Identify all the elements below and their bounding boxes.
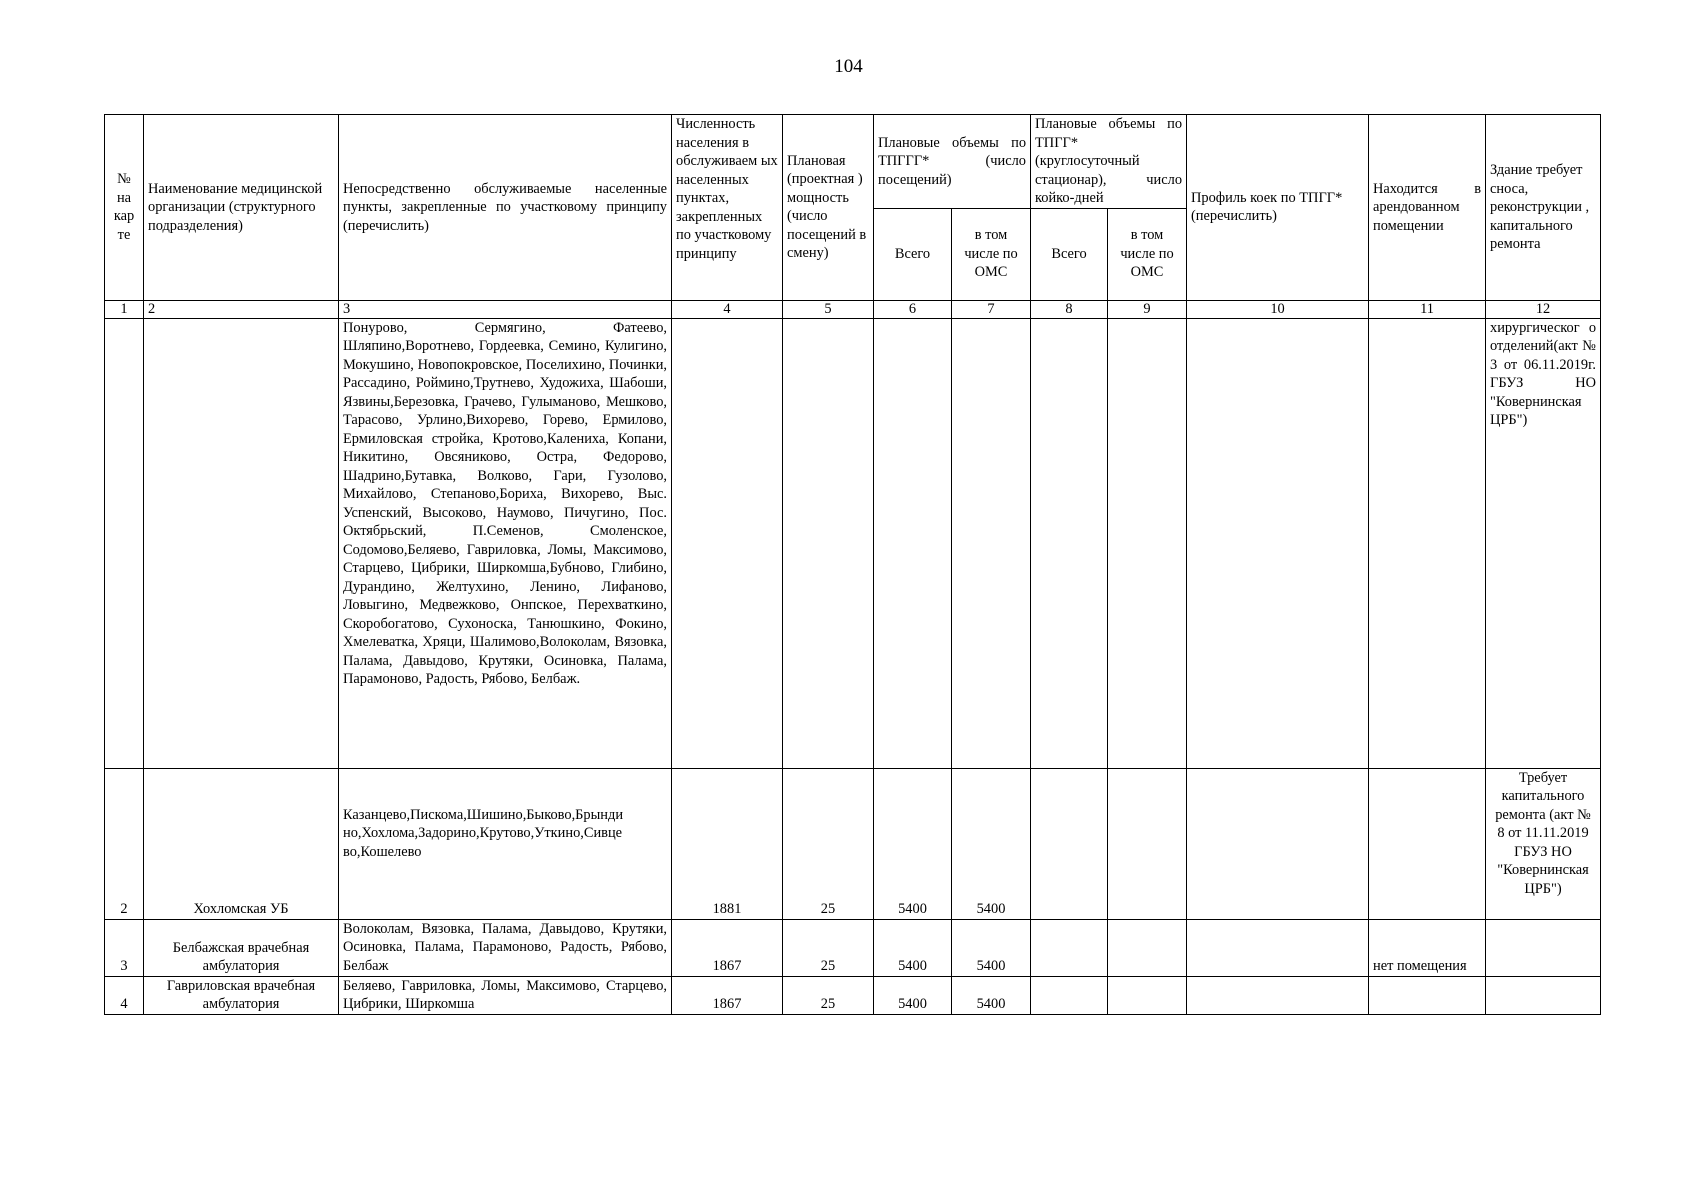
header-capacity: Плановая (проектная ) мощность (число посещений в смену): [783, 115, 874, 301]
visits-total-value: [874, 318, 952, 768]
column-number: 5: [783, 300, 874, 318]
bed-profile-value: [1187, 768, 1369, 919]
beds-total-value: [1031, 318, 1108, 768]
capacity-value: 25: [783, 919, 874, 976]
header-building-condition: Здание требует сноса, реконструкции , капитального ремонта: [1486, 115, 1601, 301]
column-number: 3: [339, 300, 672, 318]
beds-total-value: [1031, 768, 1108, 919]
column-number: 7: [952, 300, 1031, 318]
settlements-list: Беляево, Гавриловка, Ломы, Максимово, Старцево, Цибрики, Ширкомша: [339, 976, 672, 1014]
visits-total-value: 5400: [874, 976, 952, 1014]
table-row: [105, 768, 1601, 919]
rented-value: нет помещения: [1369, 919, 1486, 976]
population-value: 1867: [672, 919, 783, 976]
row-number: 2: [105, 768, 144, 919]
header-group-visits: Плановые объемы по ТПГГГ* (число посещений): [874, 115, 1031, 209]
capacity-value: 25: [783, 768, 874, 919]
row-number: [105, 318, 144, 768]
header-settlements: Непосредственно обслуживаемые населенные пункты, закрепленные по участковому принципу (перечислить): [339, 115, 672, 301]
table-row: [105, 318, 1601, 768]
visits-total-value: 5400: [874, 919, 952, 976]
column-number: 8: [1031, 300, 1108, 318]
visits-oms-value: 5400: [952, 768, 1031, 919]
header-bed-profile: Профиль коек по ТПГГ* (перечислить): [1187, 115, 1369, 301]
beds-oms-value: [1108, 318, 1187, 768]
population-value: [672, 318, 783, 768]
column-number: 9: [1108, 300, 1187, 318]
building-condition-value: [1486, 919, 1601, 976]
organization-name: Хохломская УБ: [144, 768, 339, 919]
column-number: 4: [672, 300, 783, 318]
header-group-stationary: Плановые объемы по ТПГГ* (круглосуточный стационар), число койко-дней: [1031, 115, 1187, 209]
page-number: 104: [834, 56, 863, 77]
header-beds-oms: в том числе по ОМС: [1108, 208, 1187, 300]
visits-oms-value: [952, 318, 1031, 768]
column-number: 11: [1369, 300, 1486, 318]
table-row: [105, 919, 1601, 976]
medical-organizations-table: [104, 114, 1601, 1015]
row-number: 3: [105, 919, 144, 976]
building-condition-value: [1486, 976, 1601, 1014]
beds-total-value: [1031, 919, 1108, 976]
capacity-value: 25: [783, 976, 874, 1014]
column-number-row: [105, 300, 1601, 318]
settlements-list: [339, 768, 672, 919]
row-number: 4: [105, 976, 144, 1014]
settlements-list: Волоколам, Вязовка, Палама, Давыдово, Крутяки, Осиновка, Палама, Парамоново, Радость, Рябово, Белбаж: [339, 919, 672, 976]
beds-total-value: [1031, 976, 1108, 1014]
table-row: [105, 976, 1601, 1014]
building-condition-value: Требует капитального ремонта (акт № 8 от 11.11.2019 ГБУЗ НО "Ковернинская ЦРБ"): [1486, 768, 1601, 919]
bed-profile-value: [1187, 318, 1369, 768]
beds-oms-value: [1108, 919, 1187, 976]
settlements-text: Казанцево,Пискома,Шишино,Быково,Брынди но,Хохлома,Задорино,Крутово,Уткино,Сивце во,Кошелево: [343, 806, 624, 860]
header-organization-name: Наименование медицинской организации (структурного подразделения): [144, 115, 339, 301]
visits-oms-value: 5400: [952, 976, 1031, 1014]
visits-oms-value: 5400: [952, 919, 1031, 976]
header-row-1: [105, 115, 1601, 209]
organization-name: [144, 318, 339, 768]
visits-total-value: 5400: [874, 768, 952, 919]
header-visits-oms: в том числе по ОМС: [952, 208, 1031, 300]
column-number: 1: [105, 300, 144, 318]
population-value: 1881: [672, 768, 783, 919]
rented-value: [1369, 976, 1486, 1014]
header-rented: Находится в арендованном помещении: [1369, 115, 1486, 301]
beds-oms-value: [1108, 976, 1187, 1014]
column-number: 10: [1187, 300, 1369, 318]
column-number: 6: [874, 300, 952, 318]
rented-value: [1369, 768, 1486, 919]
beds-oms-value: [1108, 768, 1187, 919]
building-condition-value: хирургическог о отделений(акт № 3 от 06.11.2019г. ГБУЗ НО "Ковернинская ЦРБ"): [1486, 318, 1601, 768]
bed-profile-value: [1187, 976, 1369, 1014]
population-value: 1867: [672, 976, 783, 1014]
organization-name: Белбажская врачебная амбулатория: [144, 919, 339, 976]
header-beds-total: Всего: [1031, 208, 1108, 300]
capacity-value: [783, 318, 874, 768]
header-visits-total: Всего: [874, 208, 952, 300]
organization-name: Гавриловская врачебная амбулатория: [144, 976, 339, 1014]
column-number: 12: [1486, 300, 1601, 318]
settlements-list: Понурово, Сермягино, Фатеево, Шляпино,Воротнево, Гордеевка, Семино, Кулигино, Мокушино, Новопокровское, Поселихино, Починки, Рассадино, Роймино,Трутнево, Художиха, Шабоши, Язвины,Березовка, Грачево, Гулыманово, Мешково, Тарасово, Урлино,Вихорево, Горево, Ермилово, Ермиловская стройка, Кротово,Калениха, Копани, Никитино, Овсяниково, Остра, Федорово, Шадрино,Бутавка, Волково, Гари, Гузолово, Михайлово, Степаново,Бориха, Вихорево, Выс. Успенский, Высоково, Наумово, Пичугино, Пос. Октябрьский, П.Семенов, Смоленское, Содомово,Беляево, Гавриловка, Ломы, Максимово, Старцево, Цибрики, Ширкомша,Бубново, Глибино, Дурандино, Желтухино, Ленино, Лифаново, Ловыгино, Медвежково, Онпское, Перехваткино, Скоробогатово, Сухоноска, Танюшкино, Фокино, Хмелеватка, Хряци, Шалимово,Волоколам, Вязовка, Палама, Давыдово, Крутяки, Осиновка, Палама, Парамоново, Радость, Рябово, Белбаж.: [339, 318, 672, 768]
header-number: № на кар те: [105, 115, 144, 301]
header-population: Численность населения в обслуживаем ых населенных пунктах, закрепленных по участковому принципу: [672, 115, 783, 301]
rented-value: [1369, 318, 1486, 768]
column-number: 2: [144, 300, 339, 318]
bed-profile-value: [1187, 919, 1369, 976]
